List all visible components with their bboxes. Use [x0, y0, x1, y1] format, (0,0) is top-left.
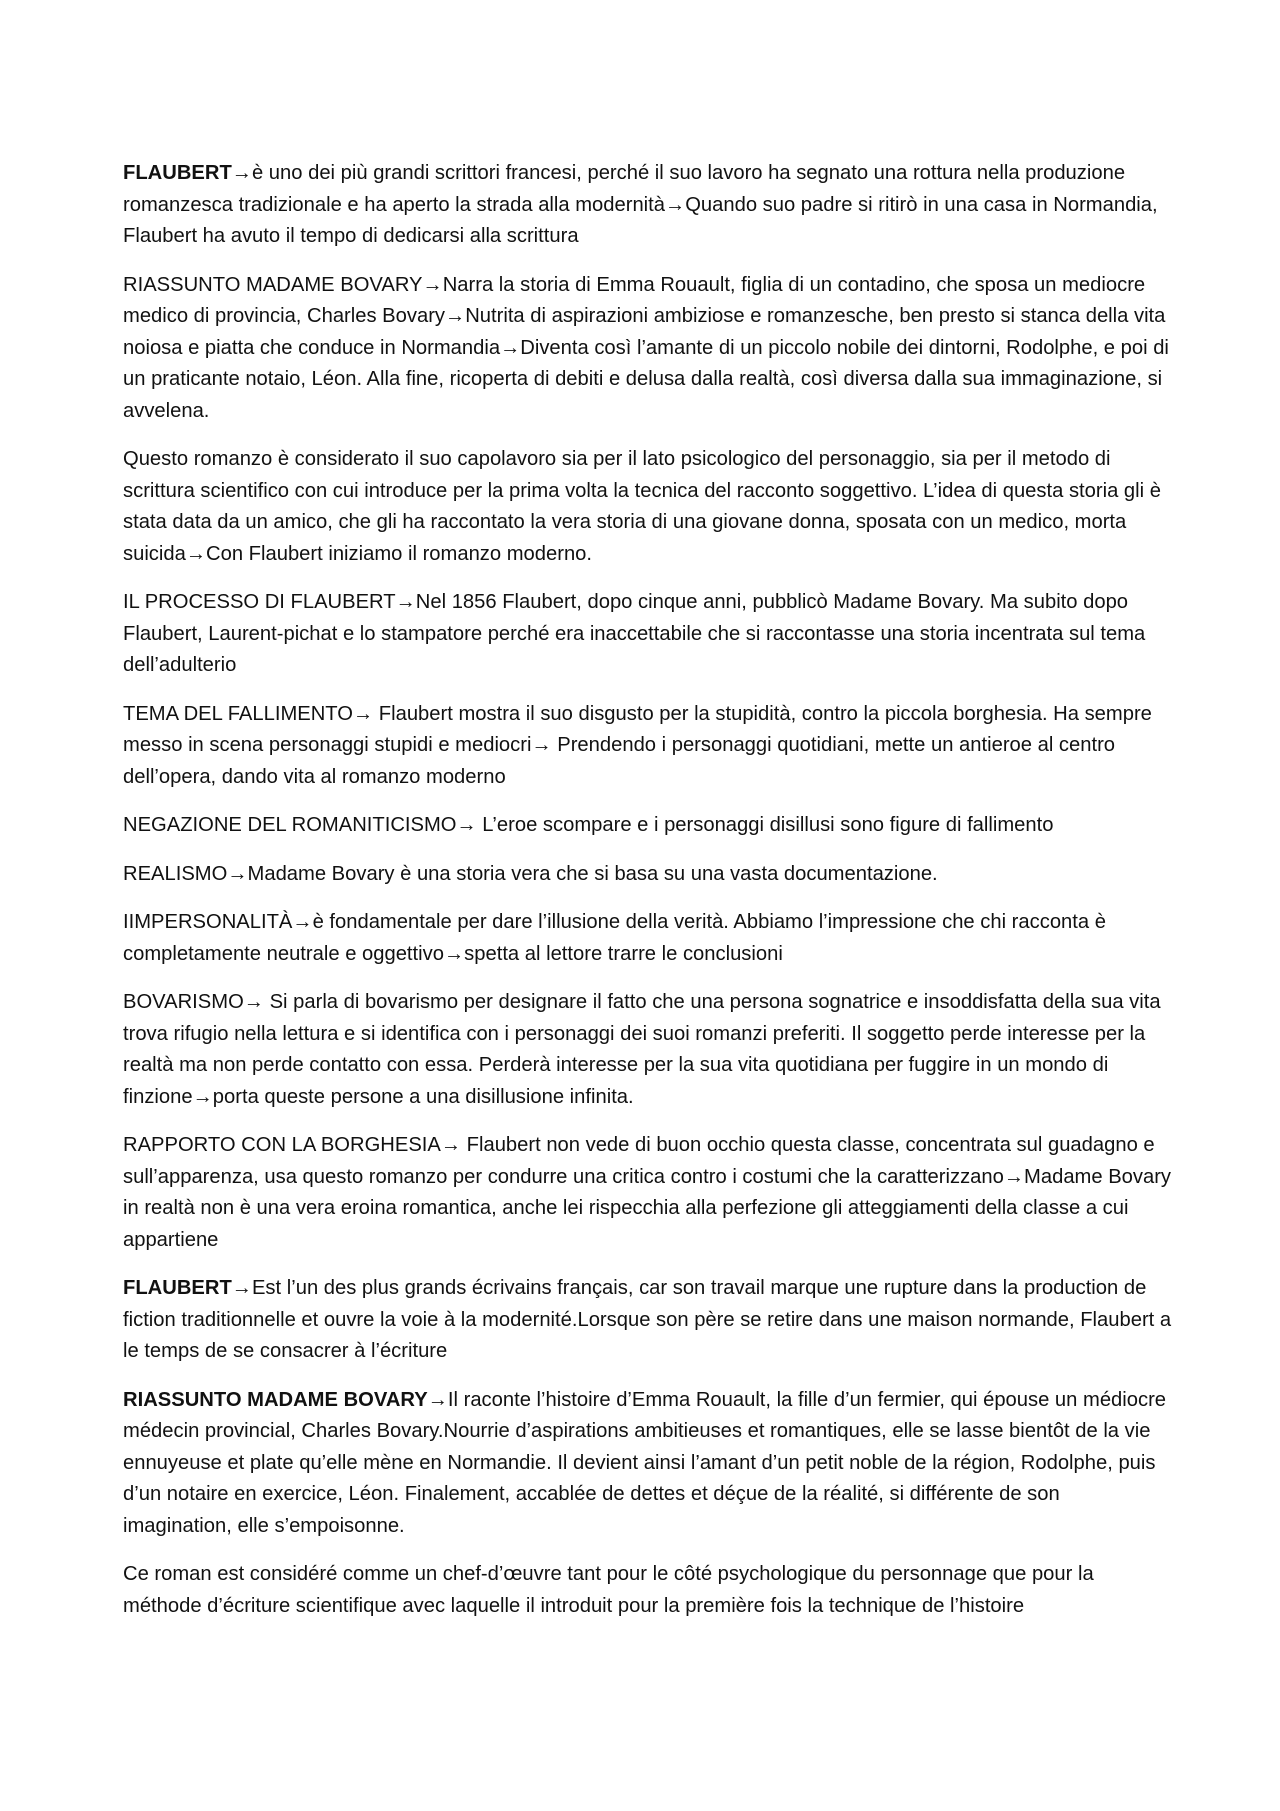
paragraph-heading: TEMA DEL FALLIMENTO	[123, 702, 353, 725]
paragraph-text: è fondamentale per dare l’illusione della verità. Abbiamo l’impressione che chi racconta è completamente neutrale e oggettivo	[123, 911, 1106, 965]
paragraph	[123, 1130, 1173, 1256]
arrow-icon: →	[1003, 1165, 1025, 1188]
paragraph-heading: IL PROCESSO DI FLAUBERT	[123, 591, 396, 613]
arrow-icon: →	[231, 1277, 252, 1299]
paragraph	[123, 1385, 1173, 1543]
paragraph-heading: REALISMO	[123, 862, 228, 885]
paragraph-text: Il raconte l’histoire d’Emma Rouault, la fille d’un fermier, qui épouse un médiocre médecin provincial, Charles Bovary.Nourrie d’aspirations ambitieuses et romantiques, elle se lasse bientôt de la vie ennuyeuse et plate qu’elle mène en Normandie. Il devient ainsi l’amant d’un petit noble de la région, Rodolphe, puis d’un notaire en exercice, Léon. Finalement, accablée de dettes et déçue de la réalité, si différente de son imagination, elle s’empoisonne.	[123, 1388, 1167, 1537]
paragraph-text: Si parla di bovarismo per designare il fatto che una persona sognatrice e insoddisfatta della sua vita trova rifugio nella lettura e si identifica con i personaggi dei suoi romanzi preferiti. Il soggetto perde interesse per la realtà ma non perde contatto con essa. Perderà interesse per la sua vita quotidiana per fuggire in un mondo di finzione	[123, 991, 1161, 1108]
arrow-icon: →	[443, 942, 465, 965]
paragraph-text: Est l’un des plus grands écrivains français, car son travail marque une rupture dans la production de fiction traditionnelle et ouvre la voie à la modernité.Lorsque son père se retire dans une maison normande, Flaubert a le temps de se consacrer à l’écriture	[123, 1277, 1172, 1362]
paragraph-text: Prendendo i personaggi quotidiani, mette un antieroe al centro dell’opera, dando vita al romanzo moderno	[123, 734, 1116, 788]
paragraph	[123, 270, 1173, 428]
arrow-icon: →	[440, 1134, 462, 1156]
arrow-icon: →	[422, 273, 443, 296]
paragraph	[123, 859, 1173, 891]
document-body	[123, 158, 1173, 1639]
paragraph-heading: RIASSUNTO MADAME BOVARY	[123, 273, 423, 296]
arrow-icon: →	[427, 1388, 448, 1411]
paragraph-text: spetta al lettore trarre le conclusioni	[464, 942, 783, 965]
paragraph-text: Madame Bovary in realtà non è una vera eroina romantica, anche lei rispecchia alla perfezione gli atteggiamenti della classe a cui appartiene	[123, 1165, 1172, 1251]
arrow-icon: →	[445, 305, 466, 327]
paragraph-text: Narra la storia di Emma Rouault, figlia di un contadino, che sposa un mediocre medico di provincia, Charles Bovary	[123, 273, 1146, 327]
paragraph-heading: RAPPORTO CON LA BORGHESIA	[123, 1134, 441, 1156]
paragraph-heading: BOVARISMO	[123, 991, 244, 1013]
arrow-icon: →	[227, 862, 248, 885]
paragraph	[123, 587, 1173, 682]
paragraph	[123, 444, 1173, 570]
paragraph-text: L’eroe scompare e i personaggi disillusi sono figure di fallimento	[476, 814, 1054, 836]
arrow-icon: →	[456, 814, 477, 836]
arrow-icon: →	[531, 734, 552, 756]
paragraph-text: Diventa così l’amante di un piccolo nobile dei dintorni, Rodolphe, e poi di un praticante notaio, Léon. Alla fine, ricoperta di debiti e delusa dalla realtà, così diversa dalla sua immaginazione, si avvelena.	[123, 336, 1169, 422]
paragraph-text: è uno dei più grandi scrittori francesi, perché il suo lavoro ha segnato una rottura nella produzione romanzesca tradizionale e ha aperto la strada alla modernità	[123, 162, 1126, 216]
paragraph-text: Nel 1856 Flaubert, dopo cinque anni, pubblicò Madame Bovary. Ma subito dopo Flaubert, Laurent-pichat e lo stampatore perché era inaccettabile che si raccontasse una storia incentrata sul tema dell’adulterio	[123, 591, 1146, 676]
paragraph-text: Questo romanzo è considerato il suo capolavoro sia per il lato psicologico del personaggio, sia per il metodo di scrittura scientifico con cui introduce per la prima volta la tecnica del racconto soggettivo. L’idea di questa storia gli è stata data da un amico, che gli ha raccontato la vera storia di una giovane donna, sposata con un medico, morta suicida	[123, 448, 1161, 565]
paragraph-heading: NEGAZIONE DEL ROMANITICISMO	[123, 814, 457, 836]
paragraph-text: Madame Bovary è una storia vera che si basa su una vasta documentazione.	[247, 862, 938, 885]
paragraph-text: Quando suo padre si ritirò in una casa in Normandia, Flaubert ha avuto il tempo di dedicarsi alla scrittura	[123, 193, 1158, 247]
paragraph-heading: FLAUBERT	[123, 162, 232, 184]
paragraph	[123, 158, 1173, 253]
arrow-icon: →	[185, 542, 207, 565]
paragraph-text: Flaubert mostra il suo disgusto per la stupidità, contro la piccola borghesia. Ha sempre messo in scena personaggi stupidi e mediocri	[123, 702, 1152, 756]
paragraph	[123, 699, 1173, 794]
arrow-icon: →	[352, 702, 374, 725]
paragraph	[123, 1273, 1173, 1368]
paragraph	[123, 810, 1173, 842]
paragraph-text: Nutrita di aspirazioni ambiziose e romanzesche, ben presto si stanca della vita noiosa e piatta che conduce in Normandia	[123, 305, 1166, 359]
paragraph-text: Flaubert non vede di buon occhio questa classe, concentrata sul guadagno e sull’apparenza, usa questo romanzo per condurre una critica contro i costumi che la caratterizzano	[123, 1134, 1155, 1188]
paragraph-text: Con Flaubert iniziamo il romanzo moderno.	[206, 542, 593, 565]
paragraph-heading: FLAUBERT	[123, 1277, 232, 1299]
arrow-icon: →	[192, 1085, 213, 1108]
paragraph-heading: IIMPERSONALITÀ	[123, 911, 293, 933]
paragraph-text: Ce roman est considéré comme un chef-d’œuvre tant pour le côté psychologique du personnage que pour la méthode d’écriture scientifique avec laquelle il introduit pour la première fois la technique de l’histoire	[123, 1563, 1094, 1617]
arrow-icon: →	[292, 911, 313, 933]
arrow-icon: →	[395, 591, 416, 613]
arrow-icon: →	[665, 193, 686, 216]
arrow-icon: →	[243, 991, 264, 1013]
paragraph	[123, 987, 1173, 1113]
arrow-icon: →	[231, 162, 252, 184]
paragraph	[123, 907, 1173, 970]
arrow-icon: →	[500, 336, 521, 359]
paragraph	[123, 1559, 1173, 1622]
paragraph-text: porta queste persone a una disillusione infinita.	[212, 1085, 634, 1108]
paragraph-heading: RIASSUNTO MADAME BOVARY	[123, 1388, 428, 1411]
